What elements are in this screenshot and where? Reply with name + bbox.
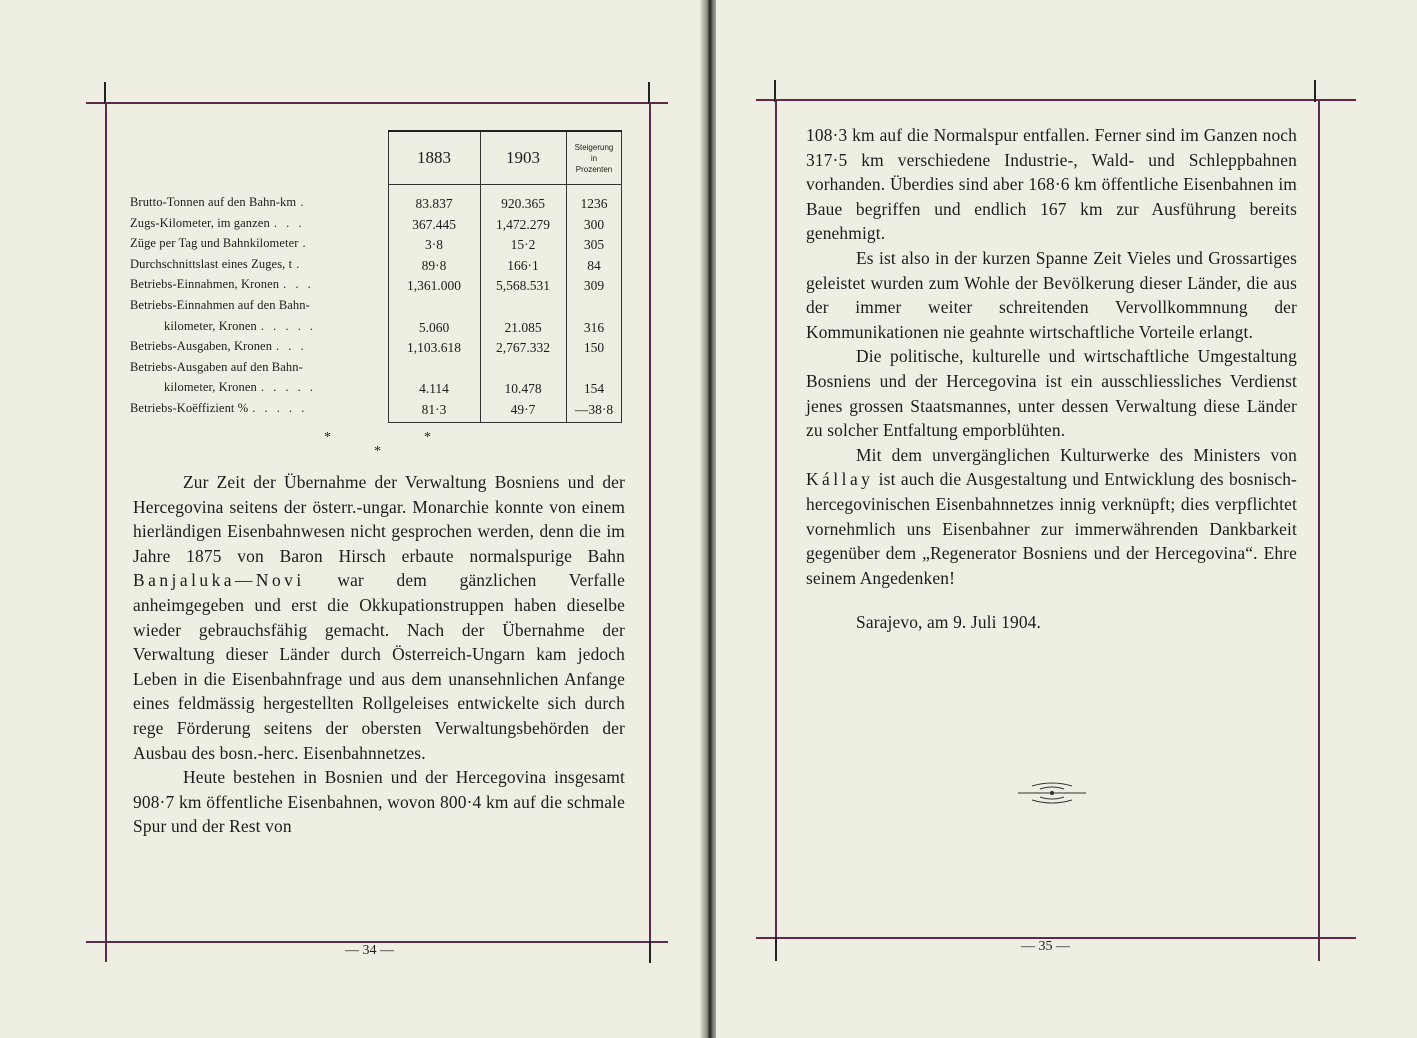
table-row-label: Züge per Tag und Bahnkilometer . — [130, 236, 309, 251]
ornament-icon — [1012, 780, 1092, 806]
cell-1883 — [388, 297, 480, 318]
cell-increase: 316 — [583, 319, 605, 335]
table-row-label: Betriebs-Ausgaben auf den Bahn- — [130, 359, 303, 374]
table-row-label: kilometer, Kronen . . . . . — [164, 318, 316, 333]
cell-increase: 150 — [583, 340, 605, 356]
left-bottom-tick-right — [649, 941, 651, 963]
row-labels — [130, 192, 380, 419]
table-row-label: kilometer, Kronen . . . . . — [164, 380, 316, 395]
table-row-label: Betriebs-Ausgaben, Kronen . . . — [130, 339, 307, 354]
cell-increase: 305 — [583, 237, 605, 253]
left-frame-right-line — [649, 102, 651, 942]
left-body-text: Zur Zeit der Übernahme der Verwaltung Bosniens und der Hercegovina seitens der österr.-ungar. Monarchie konnte von einem hierländigen Eisenbahnwesen nicht gesprochen werden, denn die im Jahre 1875 von Baron Hirsch erbaute normalspurige Bahn Banjaluka—Novi war dem gänzlichen Verfalle anheimgegeben und erst die Okkupationstruppen haben dieselbe wieder gebrauchsfähig gemacht. Nach der Übernahme der Verwaltung dieser Länder durch Österreich-Ungarn kam jedoch Leben in die Eisenbahnfrage und aus dem unansehnlichen Anfange eines feldmässig hergestellten Rollgeleises entwickelte sich durch rege Förderung seitens der obersten Verwaltungsbehörden der Ausbau des bosn.-herc. Eisenbahnnetzes. Heute bestehen in Bosnien und der Hercegovina insgesamt 908·7 km öffentliche Eisenbahnen, wovon 800·4 km auf die schmale Spur und der Rest von — [133, 472, 625, 837]
cell-1903: 10.478 — [504, 381, 542, 397]
left-top-tick-right — [648, 82, 650, 104]
cell-increase — [566, 297, 622, 318]
table-row-label: Brutto-Tonnen auf den Bahn-km . — [130, 195, 307, 209]
header-1883: 1883 — [417, 148, 451, 167]
cell-increase: 84 — [587, 257, 601, 273]
emphasis-kallay: Kállay — [806, 469, 874, 490]
header-1903: 1903 — [506, 148, 540, 167]
cell-1883 — [388, 359, 480, 380]
cell-1903: 1,472.279 — [496, 216, 550, 232]
cell-1903 — [480, 359, 566, 380]
table-row-label: Zugs-Kilometer, im ganzen . . . — [130, 215, 305, 230]
cell-1903: 920.365 — [501, 196, 545, 211]
asterism-divider: * * * — [324, 430, 431, 459]
cell-1883: 1,361.000 — [407, 278, 461, 294]
cell-1903: 15·2 — [510, 237, 536, 253]
left-page — [0, 0, 706, 1038]
cell-1903: 21.085 — [504, 319, 542, 335]
column-1883 — [388, 194, 480, 421]
right-bottom-tick-left — [775, 937, 777, 961]
right-top-rule — [756, 99, 1356, 101]
cell-1883: 3·8 — [425, 237, 443, 253]
cell-1903: 166·1 — [507, 257, 539, 273]
table-row-label: Durchschnittslast eines Zuges, t . — [130, 256, 303, 271]
cell-1903: 5,568.531 — [496, 278, 550, 294]
cell-1883: 1,103.618 — [407, 340, 461, 356]
right-body-text: 108·3 km auf die Normalspur entfallen. Ferner sind im Ganzen noch 317·5 km verschiedene Industrie-, Wald- und Schleppbahnen vorhanden. Überdies sind aber 168·6 km öffentliche Eisenbahnen im Baue begriffen und endlich 167 km zur Ausführung bereits genehmigt. Es ist also in der kurzen Spanne Zeit Vieles und Grossartiges geleistet wurden zum Wohle der Bevölkerung dieser Länder, die aus der immer weiter schreitenden Vervollkommnung der Kommunikationen nie geahnte wirtschaftliche Vorteile erlangt. Die politische, kulturelle und wirtschaftliche Umgestaltung Bosniens und der Hercegovina ist ein ausschliessliches Verdienst jenes grossen Staatsmannes, unter dessen Verwaltung diese Länder zu solcher Entfaltung emporblühten. Mit dem unvergänglichen Kulturwerke des Ministers von Kállay ist auch die Ausgestaltung und Entwicklung des bosnisch-hercegovinischen Eisenbahnnetzes innig verknüpft; dies verpflichtet vornehmlich uns Eisenbahner zur immerwährenden Dankbarkeit gegenüber dem „Regenerator Bosniens und der Hercegovina“. Ehre seinem Angedenken! Sarajevo, am 9. Juli 1904. — [806, 123, 1297, 635]
cell-1883: 4.114 — [419, 381, 449, 397]
right-frame-left-line — [775, 99, 777, 939]
emphasis-banjaluka-novi: Banjaluka—Novi — [133, 570, 305, 591]
cell-increase: 154 — [583, 381, 605, 397]
right-page — [716, 0, 1417, 1038]
column-increase — [566, 194, 622, 421]
left-frame-left-line — [105, 102, 107, 962]
cell-increase — [566, 359, 622, 380]
header-increase: Steigerung in Prozenten — [574, 142, 614, 174]
values-table — [388, 130, 622, 423]
right-frame-right-line — [1318, 99, 1320, 961]
cell-increase: 1236 — [580, 196, 608, 211]
cell-1903: 49·7 — [510, 401, 536, 417]
table-row-label: Betriebs-Einnahmen auf den Bahn- — [130, 297, 310, 312]
left-top-tick-left — [104, 82, 106, 104]
right-top-tick-right — [1314, 80, 1316, 102]
cell-increase: —38·8 — [574, 401, 614, 417]
table-row-label: Betriebs-Koëffizient % . . . . . — [130, 400, 308, 415]
cell-1883: 5.060 — [418, 319, 450, 335]
cell-1903: 2,767.332 — [496, 340, 550, 356]
closing-line: Sarajevo, am 9. Juli 1904. — [856, 612, 1042, 633]
cell-increase: 300 — [583, 216, 605, 232]
cell-1883: 83.837 — [415, 196, 453, 211]
cell-1883: 367.445 — [412, 216, 456, 232]
table-row-label: Betriebs-Einnahmen, Kronen . . . — [130, 277, 314, 292]
cell-1903 — [480, 297, 566, 318]
cell-increase: 309 — [583, 278, 605, 294]
page-number-35: — 35 — — [1021, 939, 1070, 954]
cell-1883: 81·3 — [421, 401, 447, 417]
column-1903 — [480, 194, 566, 421]
page-number-34: — 34 — — [345, 943, 394, 958]
cell-1883: 89·8 — [421, 257, 447, 273]
left-top-rule — [86, 102, 668, 104]
